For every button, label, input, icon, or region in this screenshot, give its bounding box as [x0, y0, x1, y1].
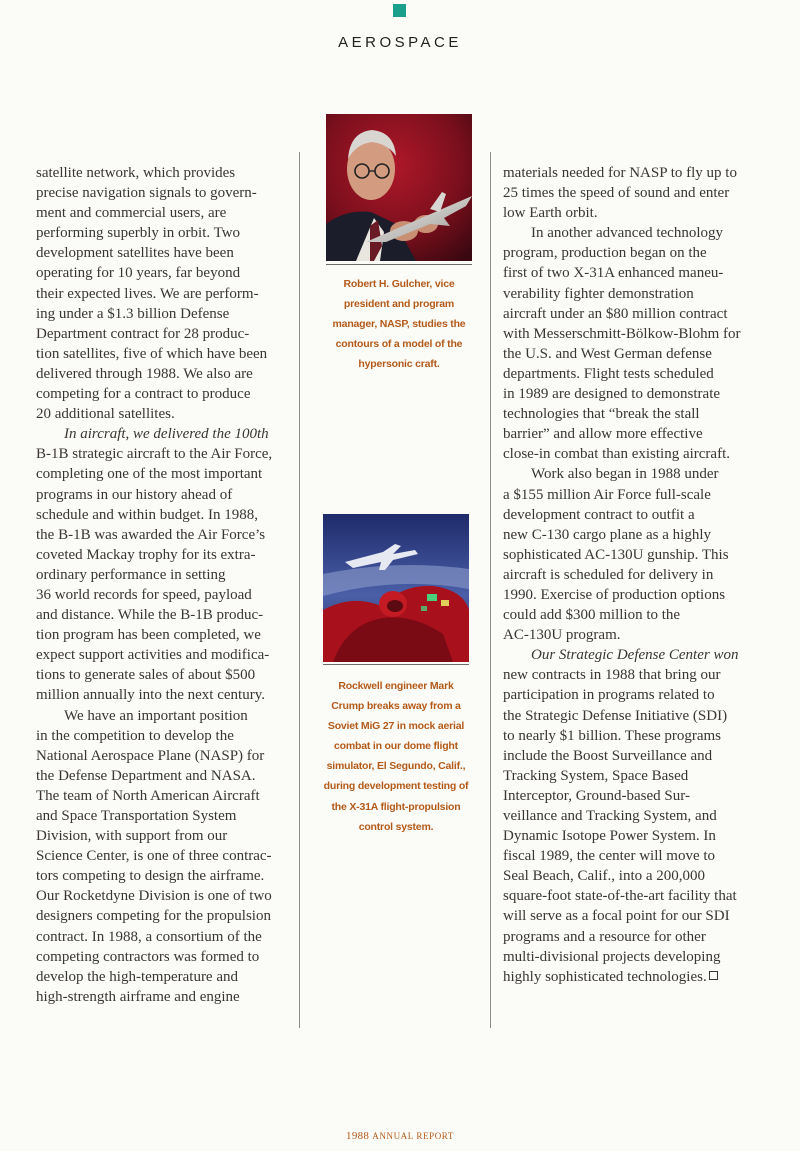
text-line: participation in programs related to	[503, 687, 715, 704]
text-line: the B-1B was awarded the Air Force’s	[36, 526, 266, 543]
text-line: competing for a contract to produce	[36, 386, 251, 403]
text-line: will serve as a focal point for our SDI	[503, 908, 730, 925]
caption-rule-2	[323, 664, 469, 665]
text-line: tors competing to design the airframe.	[36, 868, 265, 885]
text-line: In another advanced technology	[531, 225, 724, 242]
text-line: first of two X-31A enhanced maneu-	[503, 265, 724, 282]
text-line: fiscal 1989, the center will move to	[503, 848, 716, 865]
text-line: departments. Flight tests scheduled	[503, 365, 714, 382]
text-line: 36 world records for speed, payload	[36, 586, 252, 603]
text-line: satellite network, which provides	[36, 165, 236, 181]
text-line: coveted Mackay trophy for its extra-	[36, 546, 256, 563]
text-line: ing under a $1.3 billion Defense	[36, 305, 230, 322]
text-line: We have an important position	[64, 707, 248, 724]
text-line: Interceptor, Ground-based Sur-	[503, 787, 690, 804]
text-line: 25 times the speed of sound and enter	[503, 185, 730, 202]
text-line: a $155 million Air Force full-scale	[503, 486, 711, 503]
text-line: million annually into the next century.	[36, 687, 265, 704]
text-line: programs and a resource for other	[503, 928, 706, 945]
caption-line: combat in our dome flight	[334, 740, 458, 753]
text-line: designers competing for the propulsion	[36, 908, 271, 925]
text-line: B-1B strategic aircraft to the Air Force,	[36, 446, 273, 463]
last-text-line	[503, 967, 771, 987]
executive-photo-illustration	[326, 114, 472, 261]
text-line: completing one of the most important	[36, 466, 263, 483]
text-line: ment and commercial users, are	[36, 205, 227, 222]
footer-year: 1988	[346, 1130, 370, 1142]
text-line: performing superbly in orbit. Two	[36, 225, 241, 242]
text-line: programs in our history ahead of	[36, 486, 233, 503]
text-line: 20 additional satellites.	[36, 406, 175, 423]
text-line: Science Center, is one of three contrac-	[36, 848, 272, 865]
text-line: technologies that “break the stall	[503, 406, 700, 423]
simulator-photo-illustration	[323, 514, 469, 662]
text-line: aircraft is scheduled for delivery in	[503, 566, 714, 583]
caption-rule-1	[326, 264, 472, 265]
photo-executive-with-model	[326, 114, 472, 261]
text-line: high-strength airframe and engine	[36, 988, 240, 1005]
text-line: Department contract for 28 produc-	[36, 325, 250, 342]
text-line: contract. In 1988, a consortium of the	[36, 928, 262, 945]
caption-line: simulator, El Segundo, Calif.,	[326, 760, 466, 773]
caption-line: Soviet MiG 27 in mock aerial	[327, 720, 465, 733]
text-line: new C-130 cargo plane as a highly	[503, 526, 712, 543]
text-line: tions to generate sales of about $500	[36, 667, 256, 684]
photo-flight-simulator	[323, 514, 469, 662]
text-line: close-in combat than existing aircraft.	[503, 446, 730, 463]
caption-line: manager, NASP, studies the	[332, 318, 466, 331]
text-line: program, production began on the	[503, 245, 707, 262]
text-line: development satellites have been	[36, 245, 234, 262]
text-line: materials needed for NASP to fly up to	[503, 165, 737, 181]
text-line: schedule and within budget. In 1988,	[36, 506, 259, 523]
text-line: tion program has been completed, we	[36, 627, 261, 644]
text-line: low Earth orbit.	[503, 205, 598, 222]
text-line: with Messerschmitt-Bölkow-Blohm for	[503, 325, 741, 342]
column-divider-left	[299, 152, 300, 1028]
text-line: and Space Transportation System	[36, 808, 237, 824]
text-line: could add $300 million to the	[503, 607, 681, 624]
text-line: barrier” and allow more effective	[503, 426, 703, 443]
text-line: 1990. Exercise of production options	[503, 586, 726, 603]
text-line: precise navigation signals to govern-	[36, 185, 257, 202]
text-line: verability fighter demonstration	[503, 285, 694, 302]
text-line: sophisticated AC-130U gunship. This	[503, 546, 729, 563]
text-line: the Strategic Defense Initiative (SDI)	[503, 707, 728, 724]
caption-line: president and program	[343, 298, 455, 311]
text-line: aircraft under an $80 million contract	[503, 305, 728, 322]
text-line: delivered through 1988. We also are	[36, 365, 253, 382]
text-line: AC-130U program.	[503, 627, 621, 644]
text-line: competing contractors was formed to	[36, 948, 260, 965]
text-line: highly sophisticated technologies.	[503, 968, 707, 985]
text-line: expect support activities and modifica-	[36, 647, 270, 664]
text-line: ordinary performance in setting	[36, 566, 226, 583]
photo-caption-1	[310, 274, 488, 374]
column-divider-right	[490, 152, 491, 1028]
text-line: Our Rocketdyne Division is one of two	[36, 888, 272, 905]
text-line: new contracts in 1988 that bring our	[503, 667, 721, 684]
footer-label: ANNUAL REPORT	[372, 1131, 454, 1141]
caption-line: Crump breaks away from a	[331, 700, 461, 713]
text-line: The team of North American Aircraft	[36, 787, 260, 804]
text-line: tion satellites, five of which have been	[36, 345, 268, 362]
text-line: the U.S. and West German defense	[503, 345, 712, 362]
caption-line: Robert H. Gulcher, vice	[343, 278, 455, 290]
text-line: Division, with support from our	[36, 828, 228, 845]
text-line: operating for 10 years, far beyond	[36, 265, 241, 282]
text-line: Our Strategic Defense Center won	[531, 647, 739, 664]
text-line: their expected lives. We are perform-	[36, 285, 259, 302]
photo-caption-2	[305, 676, 487, 837]
caption-line: hypersonic craft.	[358, 358, 440, 371]
text-line: develop the high-temperature and	[36, 968, 239, 985]
footer	[0, 1130, 800, 1142]
left-column	[36, 163, 298, 1007]
text-line: Tracking System, Space Based	[503, 767, 689, 784]
text-line: and distance. While the B-1B produc-	[36, 607, 264, 624]
text-line: Work also began in 1988 under	[531, 466, 719, 483]
text-line: development contract to outfit a	[503, 506, 695, 523]
section-marker	[393, 4, 406, 17]
text-line: in the competition to develop the	[36, 727, 234, 744]
right-column	[503, 163, 771, 987]
end-of-article-mark	[709, 971, 718, 980]
caption-line: the X-31A flight-propulsion	[331, 800, 461, 813]
caption-line: contours of a model of the	[335, 338, 463, 351]
text-line: the Defense Department and NASA.	[36, 767, 256, 784]
text-line: veillance and Tracking System, and	[503, 808, 717, 824]
text-line: to nearly $1 billion. These programs	[503, 727, 722, 744]
text-line: In aircraft, we delivered the 100th	[64, 426, 269, 443]
text-line: multi-divisional projects developing	[503, 948, 721, 965]
text-line: in 1989 are designed to demonstrate	[503, 386, 721, 403]
caption-line: during development testing of	[323, 780, 469, 793]
text-line: square-foot state-of-the-art facility that	[503, 888, 737, 905]
text-line: include the Boost Surveillance and	[503, 747, 713, 764]
text-line: National Aerospace Plane (NASP) for	[36, 747, 265, 764]
text-line: Seal Beach, Calif., into a 200,000	[503, 868, 706, 885]
text-line: Dynamic Isotope Power System. In	[503, 828, 716, 845]
section-title: AEROSPACE	[338, 34, 462, 51]
caption-line: Rockwell engineer Mark	[338, 680, 454, 692]
caption-line: control system.	[358, 820, 434, 833]
